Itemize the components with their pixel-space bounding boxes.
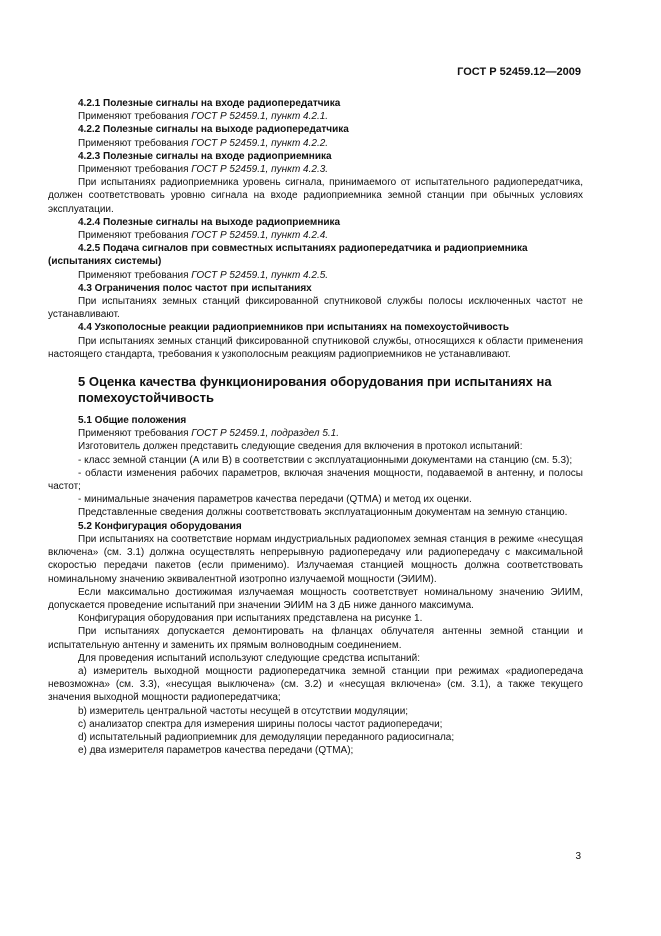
chapter-heading: 5 Оценка качества функционирования оборудования при испытаниях на помехоустойчивость [78,374,552,406]
paragraph [48,506,583,519]
section-heading: 5.1 Общие положения [78,415,187,427]
paragraph-text: d) испытательный радиоприемник для демодуляции переданного радиосигнала; [78,731,455,743]
paragraph [48,731,583,744]
paragraph [48,335,583,361]
section-heading: 4.2.4 Полезные сигналы на выходе радиоприемника [78,216,341,228]
paragraph [48,467,583,493]
paragraph [48,665,583,705]
paragraph-text: Применяют требования [78,428,192,440]
paragraph [48,454,583,467]
paragraph [48,625,583,651]
paragraph [48,110,583,123]
section-heading: 4.4 Узкополосные реакции радиоприемников при испытаниях на помехоустойчивость [78,322,510,334]
paragraph [48,440,583,453]
paragraph [48,652,583,665]
paragraph-text: e) два измерителя параметров качества передачи (QTMA); [78,745,354,757]
paragraph [48,493,583,506]
paragraph-text: b) измеритель центральной частоты несущей в отсутствии модуляции; [78,705,409,717]
paragraph-text: При испытаниях земных станций фиксированной спутниковой службы, относящихся к области применения настоящего стандарта, требования к узкополосным реакциям радиоприемников не устанавливают. [48,335,583,360]
paragraph-text: Изготовитель должен представить следующие сведения для включения в протокол испытаний: [78,441,523,453]
paragraph [48,744,583,757]
paragraph-text: a) измеритель выходной мощности радиопередатчика земной станции при режимах «радиопередача невозможна» (см. 3.3), «несущая выключена» (см. 3.2) и «несущая включена» (см. 3.1), а также текущего значения выходной мощности радиопередатчика; [48,665,583,704]
paragraph-text: - минимальные значения параметров качества передачи (QTMA) и метод их оценки. [78,494,472,506]
paragraph [48,427,583,440]
paragraph-text: Конфигурация оборудования при испытаниях представлена на рисунке 1. [78,613,423,625]
paragraph-text: Применяют требования [78,137,192,149]
paragraph [48,163,583,176]
section-heading: 4.2.2 Полезные сигналы на выходе радиопередатчика [78,124,349,136]
standard-reference: ГОСТ Р 52459.1, пункт 4.2.5. [191,269,329,281]
paragraph [48,229,583,242]
paragraph-text: - области изменения рабочих параметров, включая значения мощности, подаваемой в антенну, и полосы частот; [48,467,583,493]
paragraph-text: При испытаниях допускается демонтировать на фланцах облучателя антенны земной станции и испытательную антенну и заменить их прямым волноводным соединением. [48,626,583,651]
paragraph [48,137,583,150]
paragraph-text: Представленные сведения должны соответствовать эксплуатационным документам на земную станцию. [78,507,568,519]
paragraph-text: Применяют требования [78,111,192,123]
paragraph-text: Для проведения испытаний используют следующие средства испытаний: [78,652,420,664]
paragraph [48,176,583,216]
document-header-id: ГОСТ Р 52459.12—2009 [457,66,581,78]
paragraph-text: При испытаниях радиоприемника уровень сигнала, принимаемого от испытательного радиопередатчика, должен соответствовать уровню сигнала на входе радиоприемника земной станции при обычных условиях эксплуатации. [48,177,583,215]
standard-reference: ГОСТ Р 52459.1, пункт 4.2.3. [191,164,329,176]
paragraph [48,295,583,321]
section-heading: 4.2.5 Подача сигналов при совместных испытаниях радиопередатчика и радиоприемника (испытаниях системы) [48,243,528,268]
section-heading: 4.3 Ограничения полос частот при испытаниях [78,282,312,294]
paragraph-text: При испытаниях земных станций фиксированной спутниковой службы полосы исключенных частот не устанавливают. [48,296,583,321]
paragraph [48,612,583,625]
standard-reference: ГОСТ Р 52459.1, пункт 4.2.1. [191,111,329,123]
paragraph-text: Применяют требования [78,230,192,242]
paragraph [48,533,583,586]
section-heading: 4.2.1 Полезные сигналы на входе радиопередатчика [78,98,341,109]
paragraph-text: Применяют требования [78,164,192,176]
document-body [48,97,583,757]
page-number: 3 [575,851,581,862]
section-heading: 5.2 Конфигурация оборудования [78,520,242,532]
paragraph-text: Применяют требования [78,269,192,281]
paragraph [48,586,583,612]
paragraph-text: c) анализатор спектра для измерения ширины полосы частот радиопередачи; [78,718,443,730]
standard-reference: ГОСТ Р 52459.1, пункт 4.2.2. [191,137,329,149]
paragraph [48,718,583,731]
paragraph-text: Если максимально достижимая излучаемая мощность соответствует номинальному значению ЭИИМ, допускается проведение испытаний при значении ЭИИМ на 3 дБ ниже данного максимума. [48,586,583,611]
paragraph-text: При испытаниях на соответствие нормам индустриальных радиопомех земная станция в режиме «несущая включена» (см. 3.1) должна осуществлять непрерывную радиопередачу или радиопередачу с максимальной скоростью передачи пакетов (если применимо). Излучаемая станцией мощность должна соответствовать номинальному значению эквивалентной изотропно излучаемой мощности (ЭИИМ). [48,533,583,585]
paragraph [48,705,583,718]
paragraph [48,269,583,282]
paragraph-text: - класс земной станции (А или В) в соответствии с эксплуатационными документами на станцию (см. 5.3); [78,454,573,466]
section-heading: 4.2.3 Полезные сигналы на входе радиоприемника [78,150,332,162]
standard-reference: ГОСТ Р 52459.1, пункт 4.2.4. [191,230,329,242]
standard-reference: ГОСТ Р 52459.1, подраздел 5.1. [191,428,339,440]
